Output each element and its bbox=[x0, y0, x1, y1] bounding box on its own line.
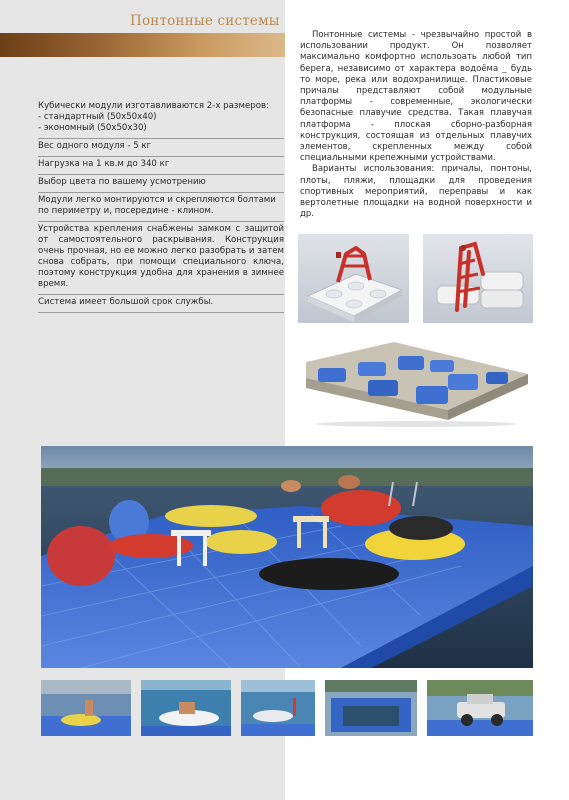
description-paragraph-1: Понтонные системы - чрезвычайно простой в использовании продукт. Он позволяет максимально комфортно использоать любой тип берега, независимо от характера водоёма _ будь то море, река или водохранилище. Пластиковые причалы представляют собой модульные платформы - современные, экологически безопасные плавучие средства. Такая плавучая платформа - плоская сборно-разборная конструкция, состоящая из отдельных плавучих элементов, скрепленных между собой специальными крепежными устройствами. bbox=[300, 30, 532, 164]
title-gold-bar bbox=[0, 33, 285, 57]
jetski-thumbnail bbox=[41, 680, 131, 736]
boat-thumbnail bbox=[141, 680, 231, 736]
spec-size-standard: - стандартный (50х50х40) bbox=[38, 112, 157, 122]
spec-size-economy: - экономный (50х50х30) bbox=[38, 123, 147, 133]
pool-thumbnail bbox=[325, 680, 417, 736]
description-text bbox=[300, 30, 532, 220]
spec-list bbox=[38, 99, 284, 313]
spec-lock: Устройства крепления снабжены замком с защитой от самостоятельного раскрывания. Конструкция очень прочная, но ее можно легко разобрать и затем снова собрать, при помощи специального ключа, поэтому конструкция удобна для хранения в зимнее время. bbox=[38, 222, 284, 295]
spec-mounting: Модули легко монтируются и скрепляются болтами по периметру и, посередине - клином. bbox=[38, 193, 284, 222]
platform-product-image bbox=[298, 332, 534, 428]
pontoon-beach-photo bbox=[41, 446, 533, 668]
connector-closeup-image bbox=[298, 234, 409, 323]
spec-weight: Вес одного модуля - 5 кг bbox=[38, 139, 284, 157]
spec-color: Выбор цвета по вашему усмотрению bbox=[38, 175, 284, 193]
page-title: Понтонные системы bbox=[130, 13, 280, 29]
spec-sizes-title: Кубически модули изготавливаются 2-х размеров: bbox=[38, 101, 269, 111]
spec-sizes bbox=[38, 99, 284, 139]
vehicle-thumbnail bbox=[427, 680, 533, 736]
spec-load: Нагрузка на 1 кв.м до 340 кг bbox=[38, 157, 284, 175]
ladder-image bbox=[423, 234, 533, 323]
jetski-dock-thumbnail bbox=[241, 680, 315, 736]
spec-service-life: Система имеет большой срок службы. bbox=[38, 295, 284, 313]
description-paragraph-2: Варианты использования: причалы, понтоны, плоты, пляжи, площадки для проведения спортивных мероприятий, переправы и как вертолетные площадки на водной поверхности и др. bbox=[300, 164, 532, 220]
